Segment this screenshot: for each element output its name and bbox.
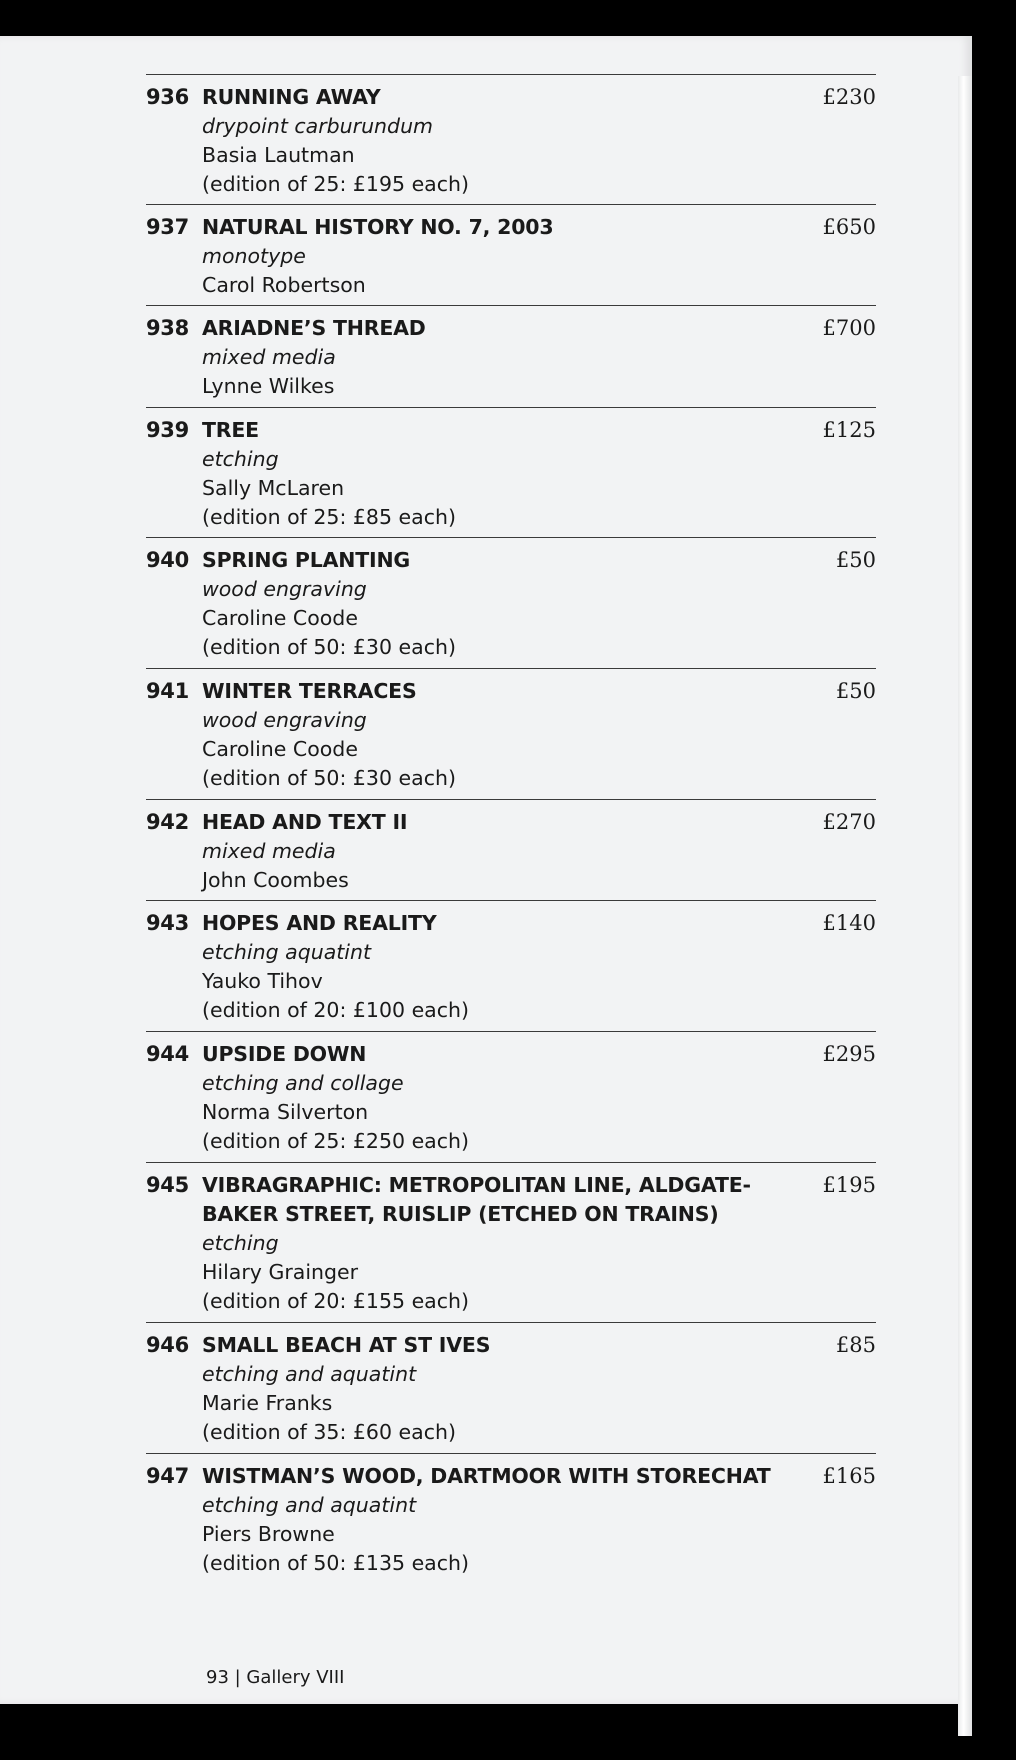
entry-price: £195 [822, 1173, 876, 1197]
entry-title: ARIADNE’S THREAD [202, 316, 426, 340]
entry-title: RUNNING AWAY [202, 85, 381, 109]
entry-medium: etching aquatint [202, 940, 372, 964]
catalogue-entry [146, 407, 876, 536]
entry-number: 946 [146, 1333, 189, 1357]
page-edge [958, 76, 972, 1736]
entry-artist: Piers Browne [202, 1522, 335, 1546]
catalogue-entry [146, 1031, 876, 1160]
entry-artist: Caroline Coode [202, 737, 358, 761]
entry-title: SPRING PLANTING [202, 548, 411, 572]
catalogue-entry [146, 799, 876, 900]
entry-edition: (edition of 25: £250 each) [202, 1129, 470, 1153]
entry-artist: John Coombes [202, 868, 349, 892]
entry-medium: wood engraving [202, 577, 367, 601]
entry-price: £270 [822, 810, 876, 834]
entry-edition: (edition of 50: £30 each) [202, 766, 456, 790]
entry-number: 936 [146, 85, 189, 109]
entry-medium: etching and aquatint [202, 1493, 417, 1517]
catalogue-entry [146, 204, 876, 305]
entry-artist: Sally McLaren [202, 476, 345, 500]
entry-number: 944 [146, 1042, 189, 1066]
entry-artist: Norma Silverton [202, 1100, 369, 1124]
entry-medium: etching [202, 1231, 279, 1255]
entry-number: 940 [146, 548, 189, 572]
entry-number: 941 [146, 679, 189, 703]
catalogue-page [0, 36, 972, 1704]
catalogue-entry [146, 1322, 876, 1451]
catalogue-entry [146, 900, 876, 1029]
entry-artist: Lynne Wilkes [202, 374, 335, 398]
catalogue-entry [146, 1453, 876, 1582]
entry-medium: drypoint carburundum [202, 114, 434, 138]
entry-price: £50 [835, 679, 876, 703]
catalogue-entry [146, 537, 876, 666]
entry-title: HEAD AND TEXT II [202, 810, 408, 834]
entry-title: NATURAL HISTORY NO. 7, 2003 [202, 215, 554, 239]
entry-price: £295 [822, 1042, 876, 1066]
entry-title: WINTER TERRACES [202, 679, 417, 703]
entry-title: SMALL BEACH AT ST IVES [202, 1333, 491, 1357]
entry-price: £650 [822, 215, 876, 239]
entry-medium: etching and collage [202, 1071, 404, 1095]
catalogue-entry [146, 74, 876, 203]
entry-artist: Yauko Tihov [202, 969, 323, 993]
entry-number: 937 [146, 215, 189, 239]
entry-price: £165 [822, 1464, 876, 1488]
entry-number: 947 [146, 1464, 189, 1488]
entry-price: £700 [822, 316, 876, 340]
entry-medium: mixed media [202, 839, 336, 863]
entry-title: UPSIDE DOWN [202, 1042, 367, 1066]
entry-edition: (edition of 50: £135 each) [202, 1551, 470, 1575]
entry-artist: Carol Robertson [202, 273, 366, 297]
entry-title: VIBRAGRAPHIC: METROPOLITAN LINE, ALDGATE-BAKER STREET, RUISLIP (ETCHED ON TRAINS) [202, 1173, 751, 1226]
entry-title: TREE [202, 418, 259, 442]
entry-number: 943 [146, 911, 189, 935]
entry-price: £85 [835, 1333, 876, 1357]
entry-price: £230 [822, 85, 876, 109]
entry-price: £125 [822, 418, 876, 442]
entry-price: £50 [835, 548, 876, 572]
page-footer: 93 | Gallery VIII [206, 1667, 345, 1688]
entry-medium: etching and aquatint [202, 1362, 417, 1386]
entry-medium: wood engraving [202, 708, 367, 732]
entry-number: 939 [146, 418, 189, 442]
catalogue-entry [146, 1162, 876, 1319]
entry-artist: Basia Lautman [202, 143, 355, 167]
entry-number: 945 [146, 1173, 189, 1197]
entry-edition: (edition of 35: £60 each) [202, 1420, 456, 1444]
entry-artist: Caroline Coode [202, 606, 358, 630]
entry-edition: (edition of 25: £195 each) [202, 172, 470, 196]
entry-number: 942 [146, 810, 189, 834]
entry-title: HOPES AND REALITY [202, 911, 437, 935]
entry-artist: Marie Franks [202, 1391, 333, 1415]
entry-medium: etching [202, 447, 279, 471]
entry-medium: monotype [202, 244, 306, 268]
entry-title: WISTMAN’S WOOD, DARTMOOR WITH STORECHAT [202, 1464, 771, 1488]
entry-medium: mixed media [202, 345, 336, 369]
catalogue-entry [146, 305, 876, 406]
entry-edition: (edition of 20: £155 each) [202, 1289, 470, 1313]
entry-edition: (edition of 20: £100 each) [202, 998, 470, 1022]
entry-price: £140 [822, 911, 876, 935]
entry-edition: (edition of 50: £30 each) [202, 635, 456, 659]
entry-edition: (edition of 25: £85 each) [202, 505, 456, 529]
catalogue-entry [146, 668, 876, 797]
entry-artist: Hilary Grainger [202, 1260, 359, 1284]
entry-number: 938 [146, 316, 189, 340]
